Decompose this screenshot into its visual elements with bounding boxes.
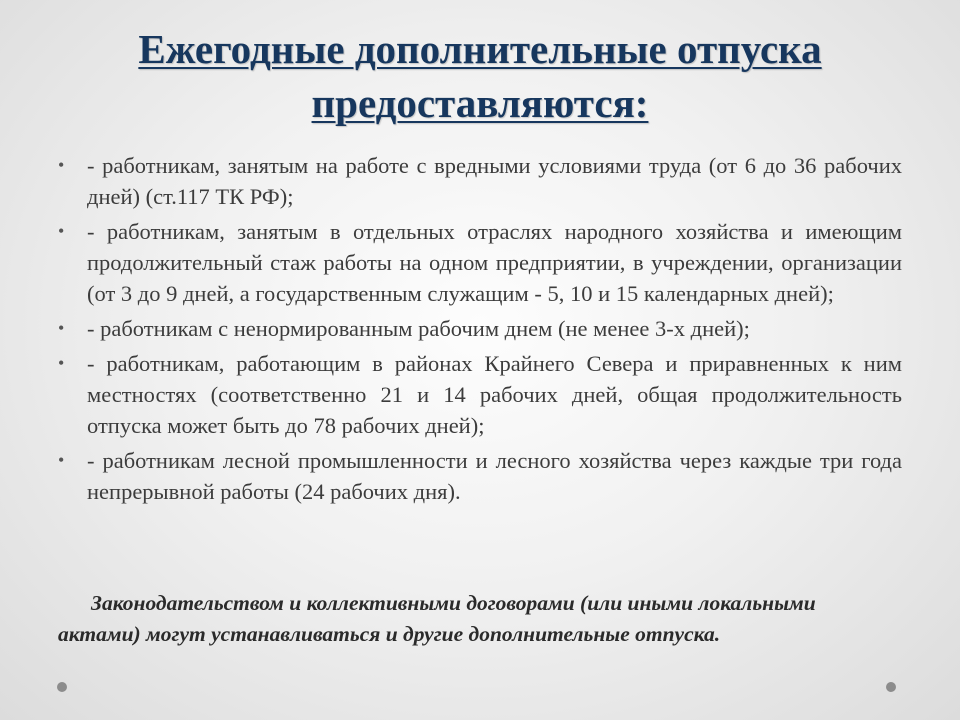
bullet-icon: •	[58, 221, 65, 241]
title-line-2: предоставляются:	[311, 80, 649, 126]
bullet-text: - работникам, занятым на работе с вредными условиями труда (от 6 до 36 рабочих дней) (ст.117 ТК РФ);	[87, 153, 902, 209]
bullet-text: - работникам лесной промышленности и лесного хозяйства через каждые три года непрерывной работы (24 рабочих дня).	[87, 448, 902, 504]
corner-dot-icon	[886, 682, 896, 692]
title-line-1: Ежегодные дополнительные отпуска	[138, 26, 822, 72]
legislation-note: Законодательством и коллективными договорами (или иными локальными актами) могут устанавливаться и другие дополнительные отпуска.	[58, 591, 816, 646]
bullet-icon: •	[58, 155, 65, 175]
bullet-text: - работникам, работающим в районах Крайнего Севера и приравненных к ним местностях (соответственно 21 и 14 рабочих дней, общая продолжительность отпуска может быть до 78 рабочих дней);	[87, 351, 902, 438]
corner-dot-icon	[57, 682, 67, 692]
list-item	[58, 348, 902, 441]
list-item	[58, 216, 902, 309]
bullet-text: - работникам, занятым в отдельных отраслях народного хозяйства и имеющим продолжительный стаж работы на одном предприятии, в учреждении, организации (от 3 до 9 дней, а государственным служащим - 5, 10 и 15 календарных дней);	[87, 219, 902, 306]
slide-title	[40, 22, 920, 130]
bullet-icon: •	[58, 318, 65, 338]
list-item	[58, 445, 902, 507]
bullet-icon: •	[58, 450, 65, 470]
bullet-text: - работникам с ненормированным рабочим днем (не менее 3-х дней);	[87, 316, 750, 341]
bullet-icon: •	[58, 353, 65, 373]
list-item	[58, 150, 902, 212]
bullet-list	[58, 150, 902, 511]
list-item	[58, 313, 902, 344]
